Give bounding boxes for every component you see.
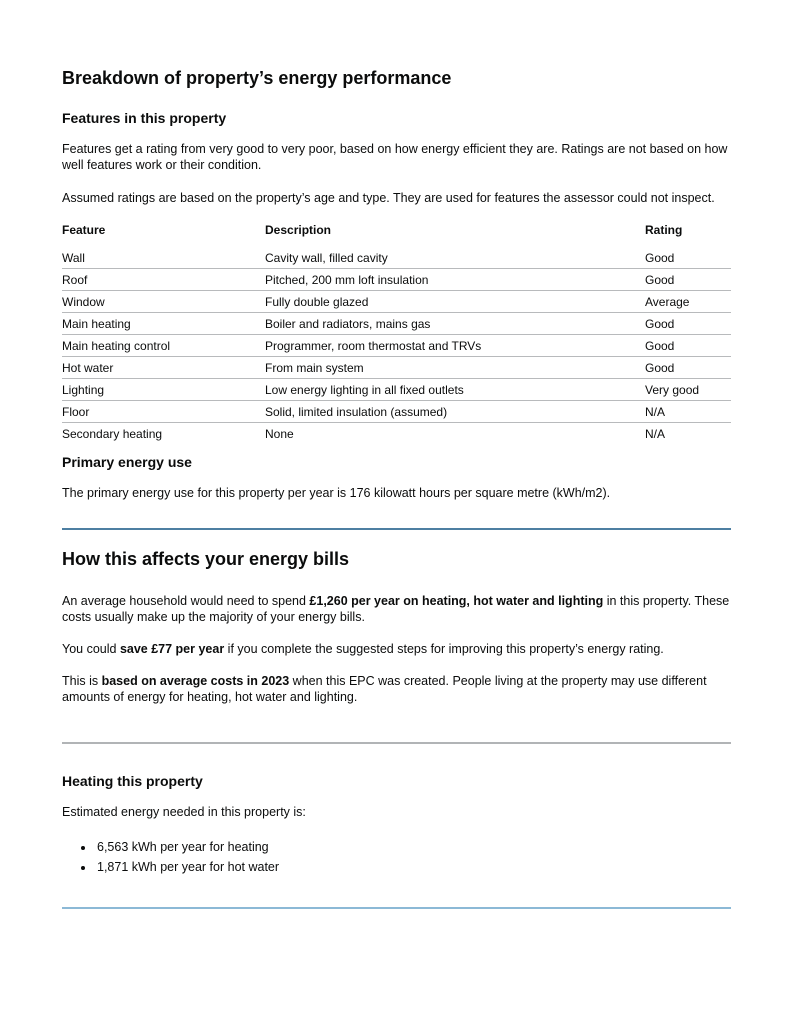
- feature-cell: Wall: [62, 247, 265, 269]
- rating-cell: Very good: [645, 379, 731, 401]
- rating-cell: Good: [645, 269, 731, 291]
- bills-paragraph-3: [62, 673, 731, 705]
- features-paragraph-1: Features get a rating from very good to very poor, based on how energy efficient they are. Ratings are not based on how well features work or their condition.: [62, 142, 728, 172]
- section-divider-blue: [62, 528, 731, 530]
- description-cell: From main system: [265, 357, 645, 379]
- table-row: [62, 291, 731, 313]
- rating-cell: N/A: [645, 427, 666, 441]
- feature-cell: Floor: [62, 401, 265, 423]
- primary-energy-heading: Primary energy use: [62, 454, 192, 470]
- description-cell: Solid, limited insulation (assumed): [265, 401, 645, 423]
- column-header-description: Description: [265, 223, 332, 237]
- feature-cell: Hot water: [62, 357, 265, 379]
- bills-paragraph-1-bold: £1,260 per year on heating, hot water and lighting: [309, 594, 604, 608]
- description-cell: Pitched, 200 mm loft insulation: [265, 269, 645, 291]
- features-heading: Features in this property: [62, 110, 227, 126]
- column-header-rating: Rating: [645, 223, 683, 237]
- description-cell: None: [265, 427, 294, 441]
- bills-paragraph-1: [62, 593, 731, 625]
- features-table-header-row: [62, 223, 731, 247]
- features-table: [62, 223, 731, 444]
- energy-bills-heading: How this affects your energy bills: [62, 549, 350, 569]
- rating-cell: N/A: [645, 401, 731, 423]
- bills-paragraph-2-text: You could: [62, 642, 120, 656]
- bills-paragraph-2: [62, 641, 731, 657]
- bills-paragraph-2-tail: if you complete the suggested steps for improving this property’s energy rating.: [224, 642, 664, 656]
- bills-paragraph-3-tail: when this EPC was created. People living at the property may use different amounts of energy for heating, hot water and lighting.: [62, 674, 707, 704]
- bills-paragraph-3-bold: based on average costs in 2023: [101, 674, 290, 688]
- bills-paragraph-3-text: This is: [62, 674, 102, 688]
- rating-cell: Good: [645, 247, 731, 269]
- rating-cell: Good: [645, 335, 731, 357]
- table-row: [62, 379, 731, 401]
- feature-cell: Main heating: [62, 313, 265, 335]
- estimated-energy-list: [95, 837, 731, 877]
- feature-cell: Secondary heating: [62, 427, 163, 441]
- feature-cell: Lighting: [62, 379, 265, 401]
- table-row: [62, 335, 731, 357]
- feature-cell: Roof: [62, 269, 265, 291]
- feature-cell: Window: [62, 291, 265, 313]
- primary-energy-paragraph: The primary energy use for this property per year is 176 kilowatt hours per square metre (kWh/m2).: [62, 486, 611, 500]
- page-title: Breakdown of property’s energy performance: [62, 68, 452, 88]
- table-row: [62, 269, 731, 291]
- rating-cell: Good: [645, 357, 731, 379]
- table-row: [62, 357, 731, 379]
- bills-paragraph-1-tail: in this property. These costs usually make up the majority of your energy bills.: [62, 594, 730, 624]
- description-cell: Cavity wall, filled cavity: [265, 247, 645, 269]
- feature-cell: Main heating control: [62, 335, 265, 357]
- features-paragraph-2: Assumed ratings are based on the property’s age and type. They are used for features the assessor could not inspect.: [62, 191, 715, 205]
- bills-paragraph-2-bold: save £77 per year: [119, 642, 225, 656]
- table-row: [62, 313, 731, 335]
- description-cell: Programmer, room thermostat and TRVs: [265, 335, 645, 357]
- description-cell: Fully double glazed: [265, 291, 645, 313]
- rating-cell: Average: [645, 291, 731, 313]
- rating-cell: Good: [645, 313, 731, 335]
- bills-paragraph-1-text: An average household would need to spend: [62, 594, 310, 608]
- column-header-feature: Feature: [62, 223, 106, 237]
- page-bottom-divider: [62, 907, 731, 909]
- description-cell: Boiler and radiators, mains gas: [265, 313, 645, 335]
- table-row: [62, 423, 731, 445]
- list-item: • 1,871 kWh per year for hot water: [95, 857, 731, 877]
- heating-paragraph: Estimated energy needed in this property is:: [62, 805, 306, 819]
- heating-heading: Heating this property: [62, 773, 203, 789]
- table-row: [62, 401, 731, 423]
- description-cell: Low energy lighting in all fixed outlets: [265, 379, 645, 401]
- table-row: [62, 247, 731, 269]
- list-item: • 6,563 kWh per year for heating: [95, 837, 731, 857]
- section-divider-gray: [62, 742, 731, 744]
